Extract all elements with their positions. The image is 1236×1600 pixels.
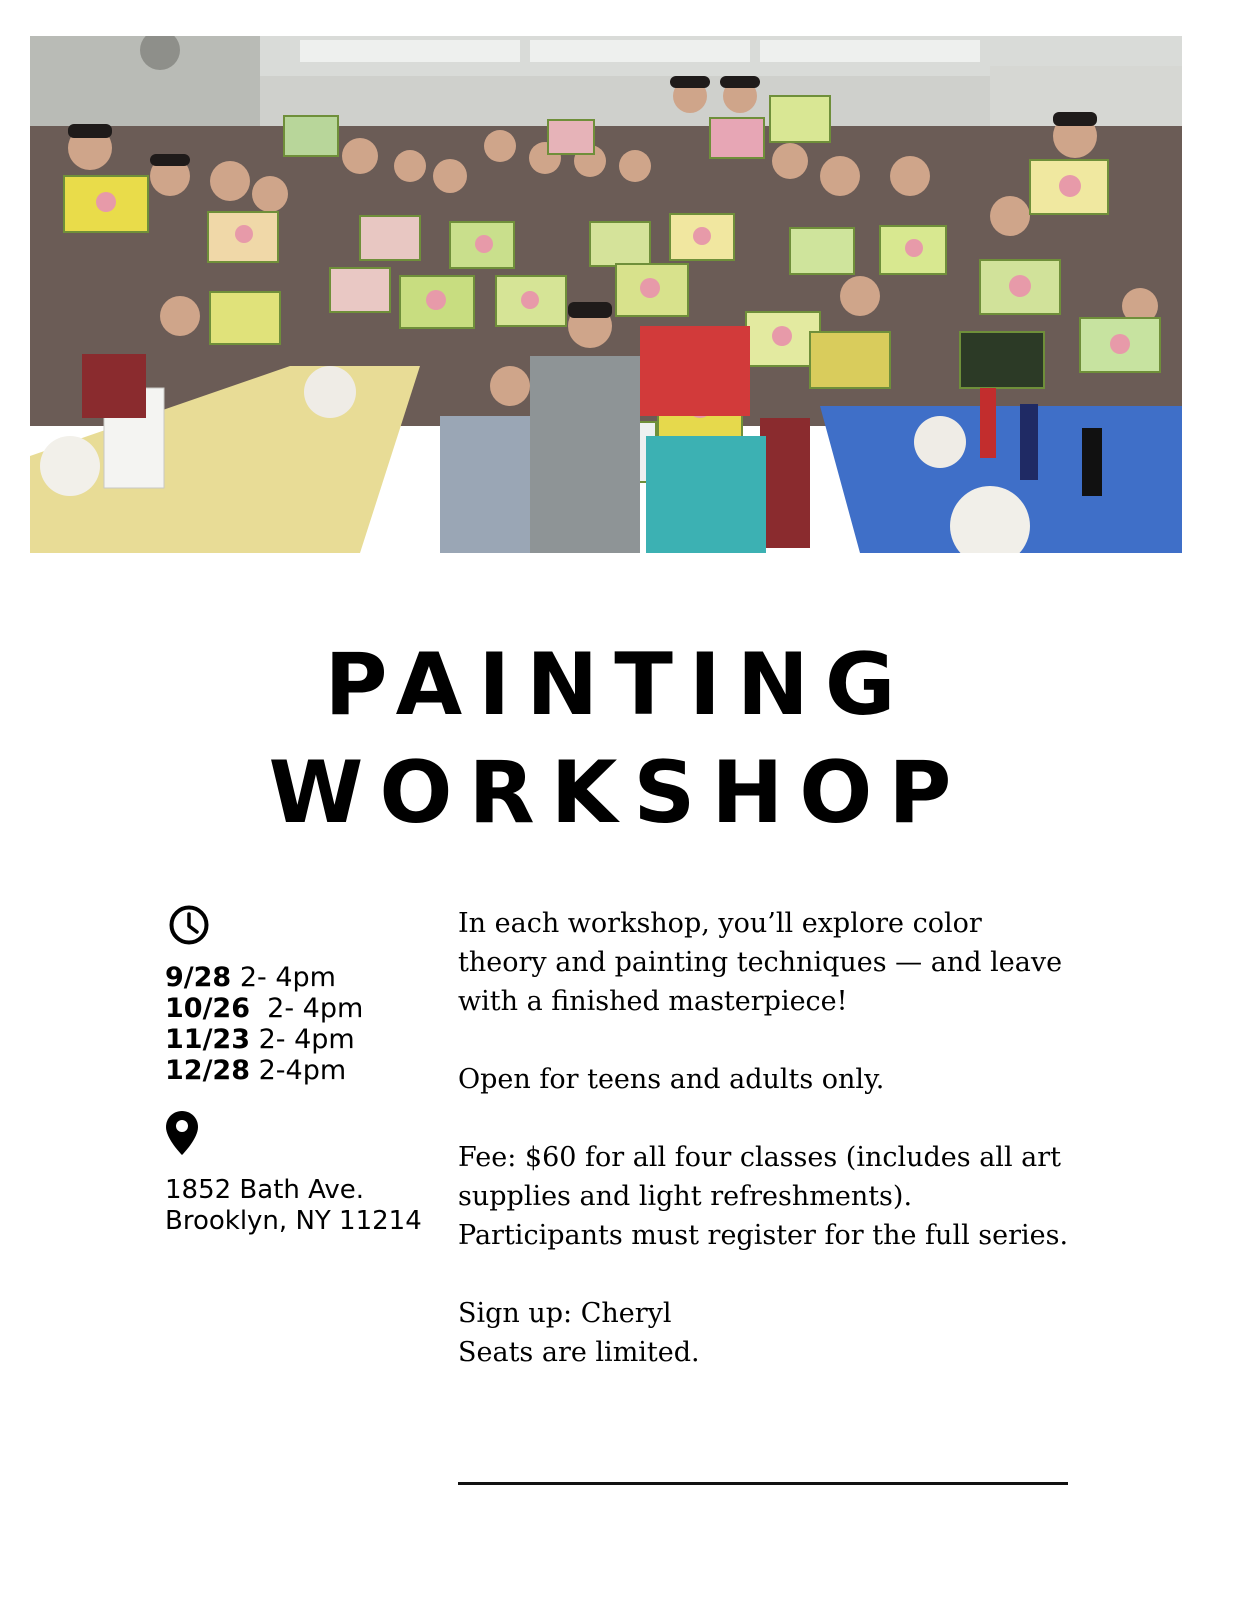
description-intro: In each workshop, you’ll explore color theory and painting techniques — and leave with a finished masterpiece!: [458, 908, 1063, 1017]
map-pin-icon: [165, 1110, 199, 1156]
schedule-date: 10/26: [165, 993, 251, 1024]
schedule-date: 11/23: [165, 1024, 251, 1055]
address-line-1: 1852 Bath Ave.: [165, 1175, 365, 1205]
description-audience: Open for teens and adults only.: [458, 1064, 885, 1095]
schedule-item: [165, 1024, 363, 1055]
signature-line: [458, 1482, 1068, 1485]
group-photo: [30, 36, 1182, 553]
schedule-item: [165, 1055, 363, 1086]
schedule-time: 2-4pm: [250, 1055, 347, 1086]
schedule-date: 12/28: [165, 1055, 251, 1086]
schedule-time: 2- 4pm: [250, 993, 364, 1024]
title-line-2: WORKSHOP: [268, 743, 968, 843]
description-fee: Fee: $60 for all four classes (includes all art supplies and light refreshments). Participants must register for the full series.: [458, 1142, 1069, 1251]
seats-text: Seats are limited.: [458, 1337, 700, 1368]
schedule-item: [165, 962, 363, 993]
signup-text: Sign up: Cheryl: [458, 1298, 672, 1329]
schedule-time: 2- 4pm: [250, 1024, 355, 1055]
schedule-time: 2- 4pm: [231, 962, 336, 993]
title-line-1: PAINTING: [324, 635, 912, 735]
address-line-2: Brooklyn, NY 11214: [165, 1206, 422, 1236]
schedule-date: 9/28: [165, 962, 232, 993]
schedule-list: [165, 962, 363, 1086]
description: [458, 904, 1078, 1372]
address: [165, 1175, 422, 1237]
clock-icon: [168, 904, 210, 946]
schedule-item: [165, 993, 363, 1024]
